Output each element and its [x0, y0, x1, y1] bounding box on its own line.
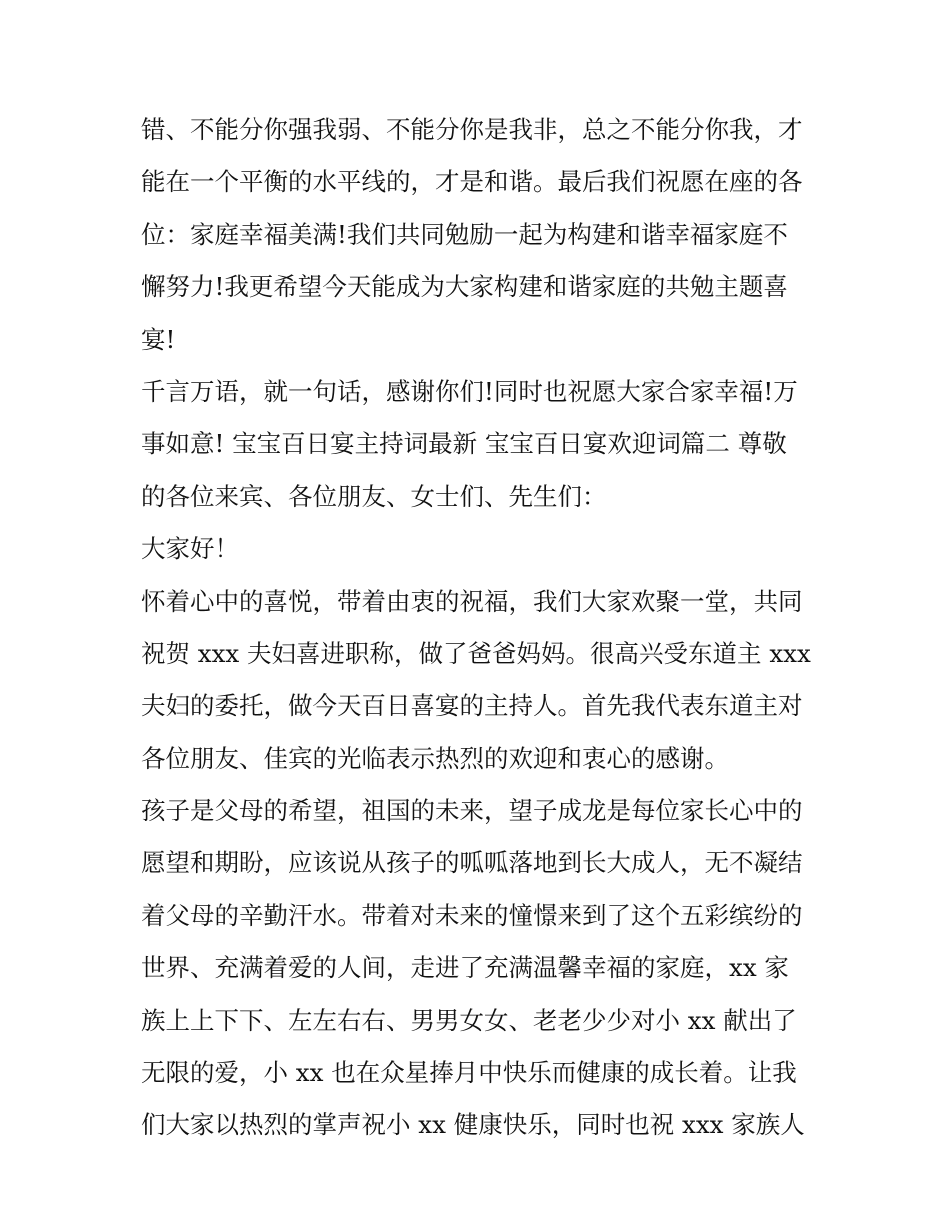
text-line: 事如意! 宝宝百日宴主持词最新 宝宝百日宴欢迎词篇二 尊敬	[141, 429, 787, 459]
text-line: 宴!	[141, 324, 176, 354]
text-line: 怀着心中的喜悦，带着由衷的祝福，我们大家欢聚一堂，共同	[141, 586, 803, 616]
text-line: 们大家以热烈的掌声祝小 xx 健康快乐，同时也祝 xxx 家族人	[141, 1110, 805, 1140]
text-line: 世界、充满着爱的人间，走进了充满温馨幸福的家庭，xx 家	[141, 953, 789, 983]
text-line: 懈努力!我更希望今天能成为大家构建和谐家庭的共勉主题喜	[141, 272, 788, 302]
text-line: 孩子是父母的希望，祖国的未来，望子成龙是每位家长心中的	[141, 796, 803, 826]
text-line: 大家好！	[141, 534, 239, 564]
text-line: 无限的爱，小 xx 也在众星捧月中快乐而健康的成长着。让我	[141, 1058, 797, 1088]
text-line: 千言万语，就一句话，感谢你们!同时也祝愿大家合家幸福!万	[141, 376, 798, 406]
text-line: 着父母的辛勤汗水。带着对未来的憧憬来到了这个五彩缤纷的	[141, 900, 803, 930]
text-line: 各位朋友、佳宾的光临表示热烈的欢迎和衷心的感谢。	[141, 743, 729, 773]
text-line: 夫妇的委托，做今天百日喜宴的主持人。首先我代表东道主对	[141, 691, 803, 721]
text-line: 族上上下下、左左右右、男男女女、老老少少对小 xx 献出了	[141, 1005, 797, 1035]
document-body	[141, 104, 816, 1152]
text-line: 错、不能分你强我弱、不能分你是我非，总之不能分你我，才	[141, 115, 803, 144]
text-line: 愿望和期盼，应该说从孩子的呱呱落地到长大成人，无不凝结	[141, 848, 803, 878]
text-line: 能在一个平衡的水平线的，才是和谐。最后我们祝愿在座的各	[141, 167, 803, 197]
text-line: 位：家庭幸福美满!我们共同勉励一起为构建和谐幸福家庭不	[141, 219, 788, 249]
text-line: 祝贺 xxx 夫妇喜进职称，做了爸爸妈妈。很高兴受东道主 xxx	[141, 638, 811, 668]
text-line: 的各位来宾、各位朋友、女士们、先生们：	[141, 481, 607, 511]
